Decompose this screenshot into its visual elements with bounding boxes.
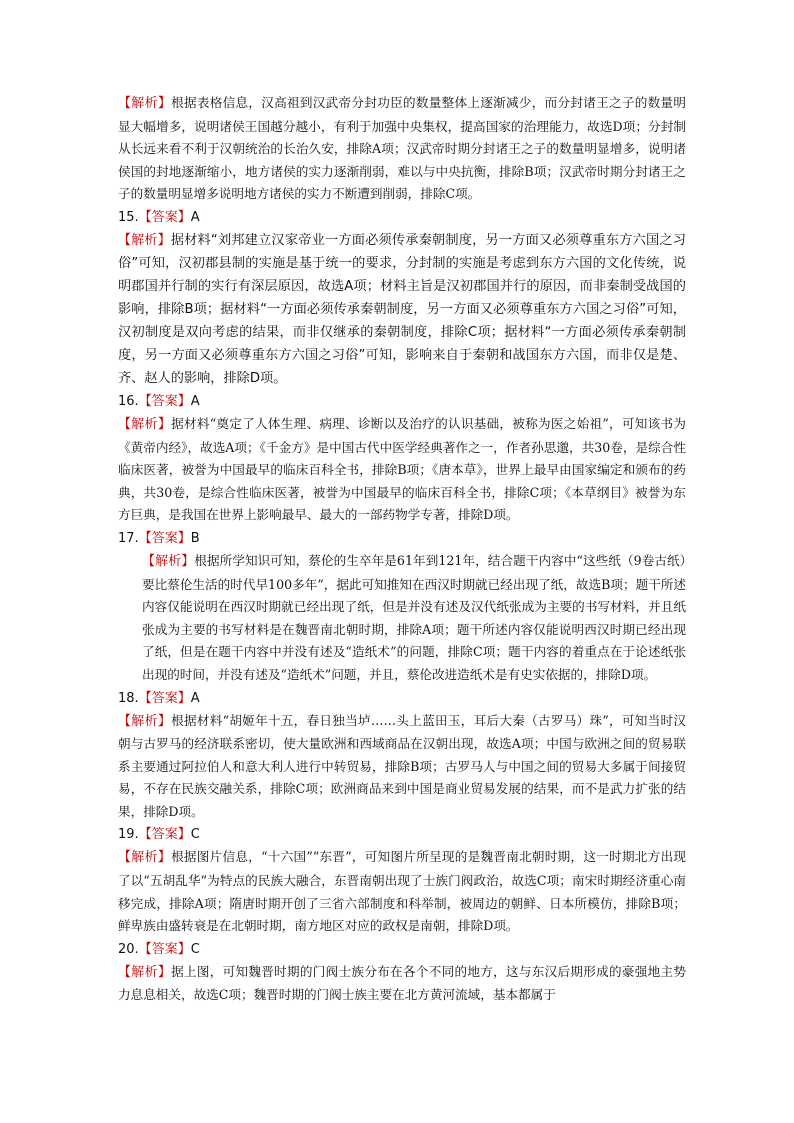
question-number: 15. (118, 209, 139, 225)
answer-line-20 (118, 938, 686, 961)
analysis-tag: 【解析】 (118, 964, 172, 980)
analysis-text: 根据图片信息，“十六国”“东晋”，可知图片所呈现的是魏晋南北朝时期，这一时期北方出现了以“五胡乱华”为特点的民族大融合，东晋南朝出现了士族门阀政治，故选C项；南宋时期经济重心南移完成，排除A项；隋唐时期开创了三省六部制度和科举制，被周边的朝鲜、日本所模仿，排除B项；鲜卑族由盛转衰是在北朝时期，南方地区对应的政权是南朝，排除D项。 (118, 849, 686, 934)
analysis-block-20 (118, 961, 686, 1007)
answer-line-19 (118, 823, 686, 846)
analysis-block-15 (118, 229, 686, 390)
answer-line-17 (118, 527, 686, 550)
answer-value: C (190, 827, 200, 843)
analysis-block-19 (118, 846, 686, 937)
analysis-text: 根据表格信息，汉高祖到汉武帝分封功臣的数量整体上逐渐减少，而分封诸王之子的数量明显大幅增多，说明诸侯王国越分越小，有利于加强中央集权，提高国家的治理能力，故选D项；分封制从长远来看不利于汉朝统治的长治久安，排除A项；汉武帝时期分封诸王之子的数量明显增多，说明诸侯国的封地逐渐缩小，地方诸侯的实力逐渐削弱，难以与中央抗衡，排除B项；汉武帝时期分封诸王之子的数量明显增多说明地方诸侯的实力不断遭到削弱，排除C项。 (118, 95, 686, 202)
answer-value: A (190, 393, 200, 409)
analysis-block-14 (118, 92, 686, 206)
analysis-text: 根据材料“胡姬年十五，春日独当垆……头上蓝田玉，耳后大秦（古罗马）珠”，可知当时汉朝与古罗马的经济联系密切，使大量欧洲和西域商品在汉朝出现，故选A项；中国与欧洲之间的贸易联系主要通过阿拉伯人和意大利人进行中转贸易，排除B项；古罗马人与中国之间的贸易大多属于间接贸易，不存在民族交融关系，排除C项；欧洲商品来到中国是商业贸易发展的结果，而不是武力扩张的结果，排除D项。 (118, 712, 686, 819)
answer-value: A (190, 209, 200, 225)
analysis-tag: 【解析】 (118, 713, 172, 729)
answer-value: B (190, 530, 200, 546)
answer-value: C (190, 941, 200, 957)
answer-line-18 (118, 687, 686, 710)
answer-line-15 (118, 206, 686, 229)
analysis-text: 据上图，可知魏晋时期的门阀士族分布在各个不同的地方，这与东汉后期形成的豪强地主势力息息相关，故选C项；魏晋时期的门阀士族主要在北方黄河流域，基本都属于 (118, 963, 686, 1003)
analysis-text: 据材料“刘邦建立汉家帝业一方面必须传承秦朝制度，另一方面又必须尊重东方六国之习俗”可知，汉初郡县制的实施是基于统一的要求，分封制的实施是考虑到东方六国的文化传统，说明郡国并行制的实行有深层原因，故选A项；材料主旨是汉初郡国并行的原因，而非秦制受战国的影响，排除B项；据材料“一方面必须传承秦朝制度，另一方面又必须尊重东方六国之习俗”可知，汉初制度是双向考虑的结果，而非仅继承的秦朝制度，排除C项；据材料“一方面必须传承秦朝制度，另一方面又必须尊重东方六国之习俗”可知，影响来自于秦朝和战国东方六国，而非仅是楚、齐、赵人的影响，排除D项。 (118, 232, 686, 386)
analysis-text: 据材料“奠定了人体生理、病理、诊断以及治疗的认识基础，被称为医之始祖”，可知该书为《黄帝内经》，故选A项；《千金方》是中国古代中医学经典著作之一，作者孙思邈，共30卷，是综合性临床医著，被誉为中国最早的临床百科全书，排除B项；《唐本草》，世界上最早由国家编定和颁布的药典，共30卷，是综合性临床医著，被誉为中国最早的临床百科全书，排除C项；《本草纲目》被誉为东方巨典，是我国在世界上影响最早、最大的一部药物学专著，排除D项。 (118, 415, 686, 523)
question-number: 20. (118, 941, 139, 957)
analysis-block-16 (118, 413, 686, 527)
analysis-tag: 【解析】 (142, 553, 195, 569)
analysis-block-18 (118, 710, 686, 824)
question-number: 19. (118, 827, 139, 843)
question-number: 16. (118, 393, 139, 409)
answer-tag: 【答案】 (138, 530, 191, 546)
answer-tag: 【答案】 (138, 941, 191, 957)
analysis-tag: 【解析】 (118, 96, 172, 111)
answer-tag: 【答案】 (138, 690, 191, 706)
question-number: 18. (118, 690, 139, 706)
analysis-tag: 【解析】 (118, 416, 172, 432)
answer-value: A (190, 690, 200, 706)
answer-tag: 【答案】 (138, 393, 191, 409)
answer-line-16 (118, 390, 686, 413)
answer-tag: 【答案】 (138, 827, 191, 843)
analysis-tag: 【解析】 (118, 232, 171, 248)
question-number: 17. (118, 530, 139, 546)
answer-tag: 【答案】 (138, 209, 191, 225)
answer-document (118, 92, 686, 1007)
analysis-text: 根据所学知识可知，蔡伦的生卒年是61年到121年，结合题干内容中“这些纸（9卷古纸）要比蔡伦生活的时代早100多年”，据此可知推知在西汉时期就已经出现了纸，故选B项；题干所述内容仅能说明在西汉时期就已经出现了纸，但是并没有述及汉代纸张成为主要的书写材料，并且纸张成为主要的书写材料是在魏晋南北朝时期，排除A项；题干所述内容仅能说明西汉时期已经出现了纸，但是在题干内容中并没有述及“造纸术”的问题，排除C项；题干内容的着重点在于论述纸张出现的时间，并没有述及“造纸术”问题，并且，蔡伦改进造纸术是有史实依据的，排除D项。 (142, 552, 686, 682)
analysis-tag: 【解析】 (118, 850, 172, 866)
analysis-block-17 (118, 550, 686, 687)
